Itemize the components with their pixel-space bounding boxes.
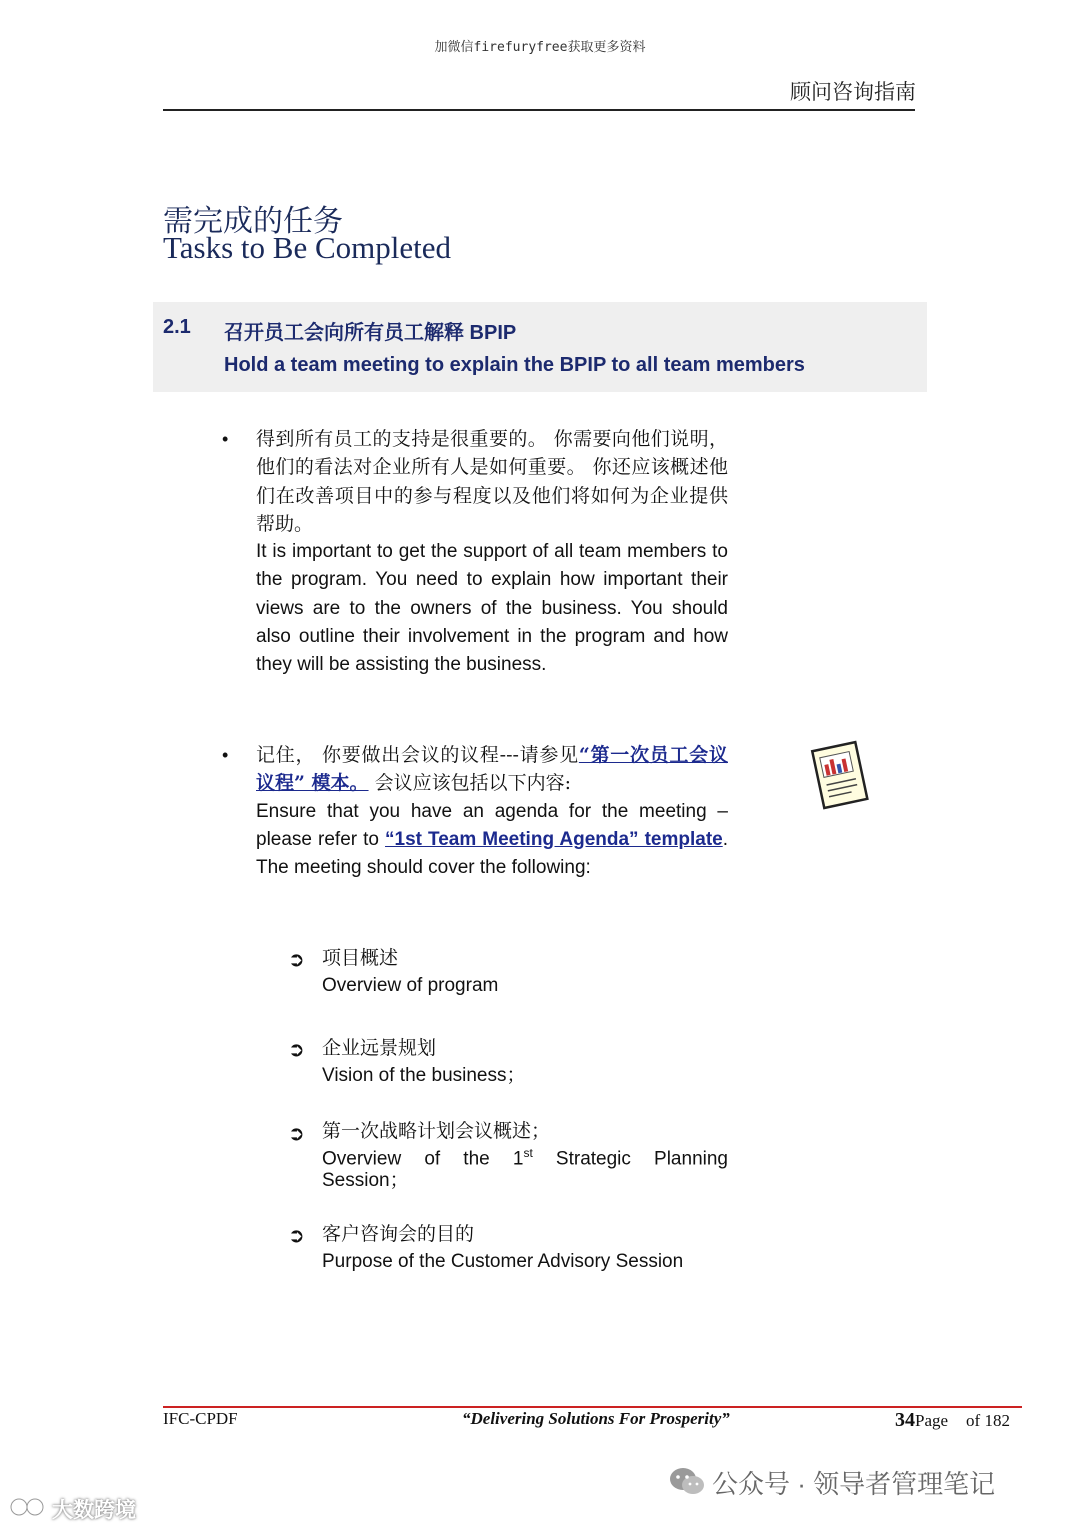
- bullet-1-marker: •: [222, 429, 229, 449]
- sub-item-3-arrow-icon: ➲: [288, 1123, 305, 1145]
- bullet-2-en-pre: Ensure that you have an agenda for the meeting – please refer to: [256, 800, 728, 850]
- page-total: of 182: [966, 1411, 1010, 1430]
- header-rule: [163, 109, 915, 111]
- bullet-1-cn: 得到所有员工的支持是很重要的。 你需要向他们说明，他们的看法对企业所有人是如何重要。 你还应该概述他们在改善项目中的参与程度以及他们将如何为企业提供帮助。: [256, 428, 728, 535]
- page-label: Page: [915, 1411, 949, 1430]
- sub-item-3-cn: 第一次战略计划会议概述；: [322, 1120, 551, 1142]
- sub-item-1: [322, 944, 728, 1000]
- bullet-2-cn-post: 会议应该包括以下内容:: [368, 772, 571, 795]
- wechat-icon: [668, 1466, 706, 1503]
- footer-tagline: “Delivering Solutions For Prosperity”: [462, 1409, 730, 1428]
- left-watermark: 大数跨境: [52, 1499, 136, 1522]
- page-title-en: Tasks to Be Completed: [163, 230, 451, 265]
- section-title-cn: 召开员工会向所有员工解释 BPIP: [224, 322, 517, 344]
- sub-item-2-en: Vision of the business；: [322, 1065, 526, 1086]
- sub-item-4-en: Purpose of the Customer Advisory Session: [322, 1251, 684, 1272]
- header-title: 顾问咨询指南: [790, 80, 916, 104]
- footer-page-info: [895, 1409, 1010, 1432]
- sub-item-3-en-b: Strategic Planning Session；: [322, 1148, 728, 1192]
- sub-item-4: [322, 1220, 728, 1276]
- bottom-watermark: 公众号 · 领导者管理笔记: [712, 1469, 996, 1499]
- bullet-2-text: [256, 741, 728, 882]
- sub-item-4-cn: 客户咨询会的目的: [322, 1223, 475, 1245]
- section-title-en: Hold a team meeting to explain the BPIP to all team members: [224, 354, 805, 376]
- sub-item-3-en: [322, 1142, 728, 1192]
- bullet-2-en-post: . The meeting should cover the following:: [256, 828, 728, 879]
- sub-item-1-arrow-icon: ➲: [288, 949, 305, 971]
- top-watermark: 加微信firefuryfree获取更多资料: [434, 40, 646, 55]
- page-title-cn: 需完成的任务: [163, 204, 343, 239]
- bullet-2-en: [256, 798, 728, 883]
- bullet-1-en: It is important to get the support of all team members to the program. You need to explain how important their views are to the owners of the business. You should also outline their involvement in the program and how they will be assisting the business.: [256, 541, 728, 676]
- sub-item-1-cn: 项目概述: [322, 947, 399, 969]
- bullet-2-cn: [256, 741, 728, 798]
- bullet-2-marker: •: [222, 745, 229, 765]
- section-number: 2.1: [163, 316, 191, 338]
- bullet-2-cn-pre: 记住， 你要做出会议的议程---请参见: [256, 744, 579, 766]
- agenda-template-link-cn[interactable]: “第一次员工会议议程” 模本。: [256, 744, 728, 795]
- agenda-template-link-en[interactable]: “1st Team Meeting Agenda” template: [385, 828, 723, 850]
- footer-rule: [163, 1406, 1022, 1408]
- sub-item-2-cn: 企业远景规划: [322, 1037, 437, 1059]
- sub-item-4-arrow-icon: ➲: [288, 1225, 305, 1247]
- sub-item-3-en-sup: st: [523, 1146, 533, 1160]
- sub-item-2: [322, 1034, 728, 1090]
- bullet-1-text: [256, 425, 728, 680]
- sub-item-2-arrow-icon: ➲: [288, 1039, 305, 1061]
- sub-item-1-en: Overview of program: [322, 975, 499, 996]
- document-chart-icon: [806, 740, 874, 817]
- footer-left: IFC-CPDF: [163, 1409, 238, 1428]
- watermark-logo-icon: [8, 1494, 52, 1525]
- sub-item-3-en-a: Overview of the 1: [322, 1148, 524, 1170]
- sub-item-3: [322, 1120, 728, 1192]
- page-number: 34: [895, 1409, 915, 1431]
